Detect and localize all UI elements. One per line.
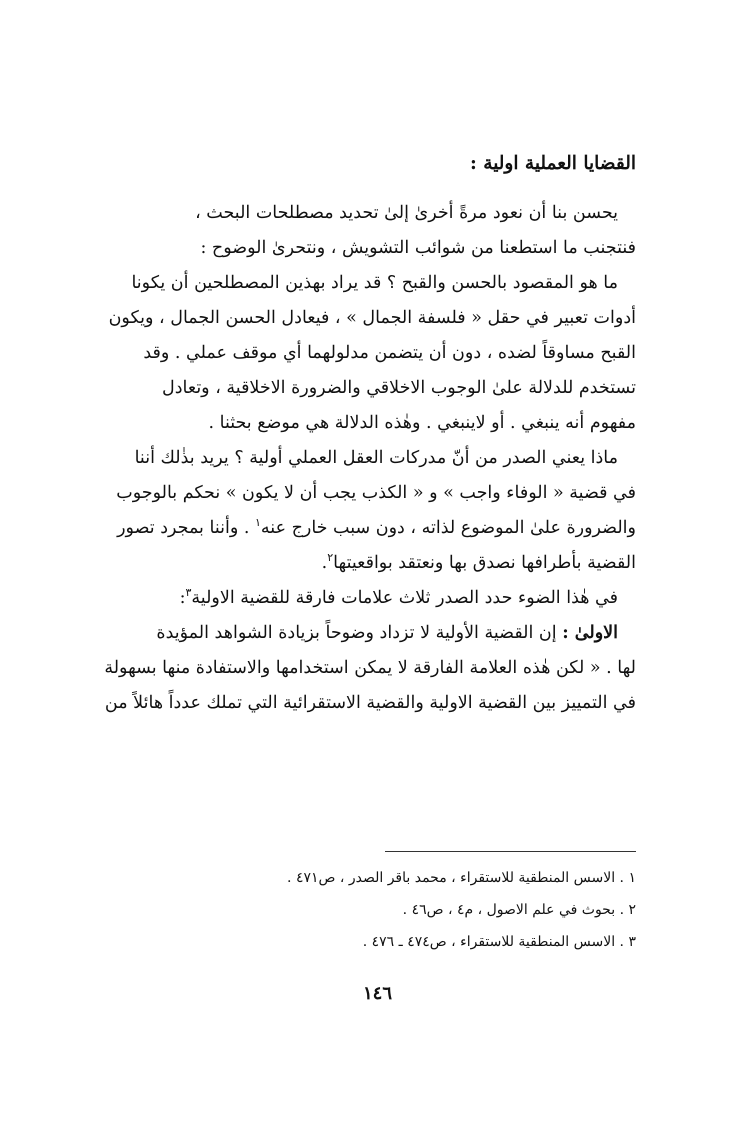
paragraph-line: فنتجنب ما استطعنا من شوائب التشويش ، ونتحرىٰ الوضوح :: [200, 238, 636, 258]
paragraph-text: إن القضية الأولية لا تزداد وضوحاً بزيادة الشواهد المؤيدة: [156, 623, 557, 643]
footnote-mark-1[interactable]: ١: [255, 516, 261, 530]
footnotes: [58, 862, 636, 958]
footnote-3: ٣ . الاسس المنطقية للاستقراء ، ص٤٧٤ ـ ٤٧٦ .: [362, 934, 636, 950]
paragraph-line: ما هو المقصود بالحسن والقبح ؟ قد يراد بهذين المصطلحين أن يكونا: [131, 273, 618, 293]
footnote-divider: [385, 851, 636, 852]
paragraph-text: والضرورة علىٰ الموضوع لذاته ، دون سبب خارج عنه: [260, 518, 636, 538]
paragraph-line: [58, 616, 636, 651]
item-label: الاولىٰ :: [562, 623, 618, 643]
footnote-mark-2[interactable]: ٢: [327, 551, 334, 565]
paragraph-line: [58, 511, 636, 546]
paragraph-text: في هٰذا الضوء حدد الصدر ثلاث علامات فارقة للقضية الاولية: [191, 588, 618, 608]
paragraph-line: ماذا يعني الصدر من أنّ مدركات العقل العملي أولية ؟ يريد بذٰلك أننا: [134, 448, 618, 468]
paragraph-line: لها . « لكن هٰذه العلامة الفارقة لا يمكن استخدامها والاستفادة منها بسهولة: [104, 658, 636, 678]
paragraph-line: في التمييز بين القضية الاولية والقضية الاستقرائية التي تملك عدداً هائلاً من: [104, 693, 636, 713]
colon: :: [179, 588, 186, 608]
footnote-1: ١ . الاسس المنطقية للاستقراء ، محمد باقر الصدر ، ص٤٧١ .: [287, 870, 636, 886]
paragraph-line: في قضية « الوفاء واجب » و « الكذب يجب أن لا يكون » نحكم بالوجوب: [116, 483, 636, 503]
paragraph-line: [58, 546, 636, 581]
page-number: ١٤٦: [362, 983, 392, 1004]
paragraph-text: القضية بأطرافها نصدق بها ونعتقد بواقعيتها: [333, 553, 636, 573]
paragraph-line: القبح مساوقاً لضده ، دون أن يتضمن مدلولهما أي موقف عملي . وقد: [143, 343, 636, 363]
footnote-mark-3[interactable]: ٣: [185, 586, 192, 600]
period: .: [321, 553, 328, 573]
paragraph-line: [58, 581, 636, 616]
paragraph-line: يحسن بنا أن نعود مرةً أخرىٰ إلىٰ تحديد مصطلحات البحث ،: [195, 203, 618, 223]
body-text: [58, 196, 636, 721]
footnote-2: ٢ . بحوث في علم الاصول ، م٤ ، ص٤٦ .: [402, 902, 636, 918]
section-heading: القضايا العملية اولية :: [470, 153, 636, 174]
paragraph-line: تستخدم للدلالة علىٰ الوجوب الاخلاقي والضرورة الاخلاقية ، وتعادل: [162, 378, 636, 398]
paragraph-text: . وأننا بمجرد تصور: [117, 518, 250, 538]
paragraph-line: مفهوم أنه ينبغي . أو لاينبغي . وهٰذه الدلالة هي موضع بحثنا .: [208, 413, 636, 433]
paragraph-line: أدوات تعبير في حقل « فلسفة الجمال » ، فيعادل الحسن الجمال ، ويكون: [108, 308, 636, 328]
